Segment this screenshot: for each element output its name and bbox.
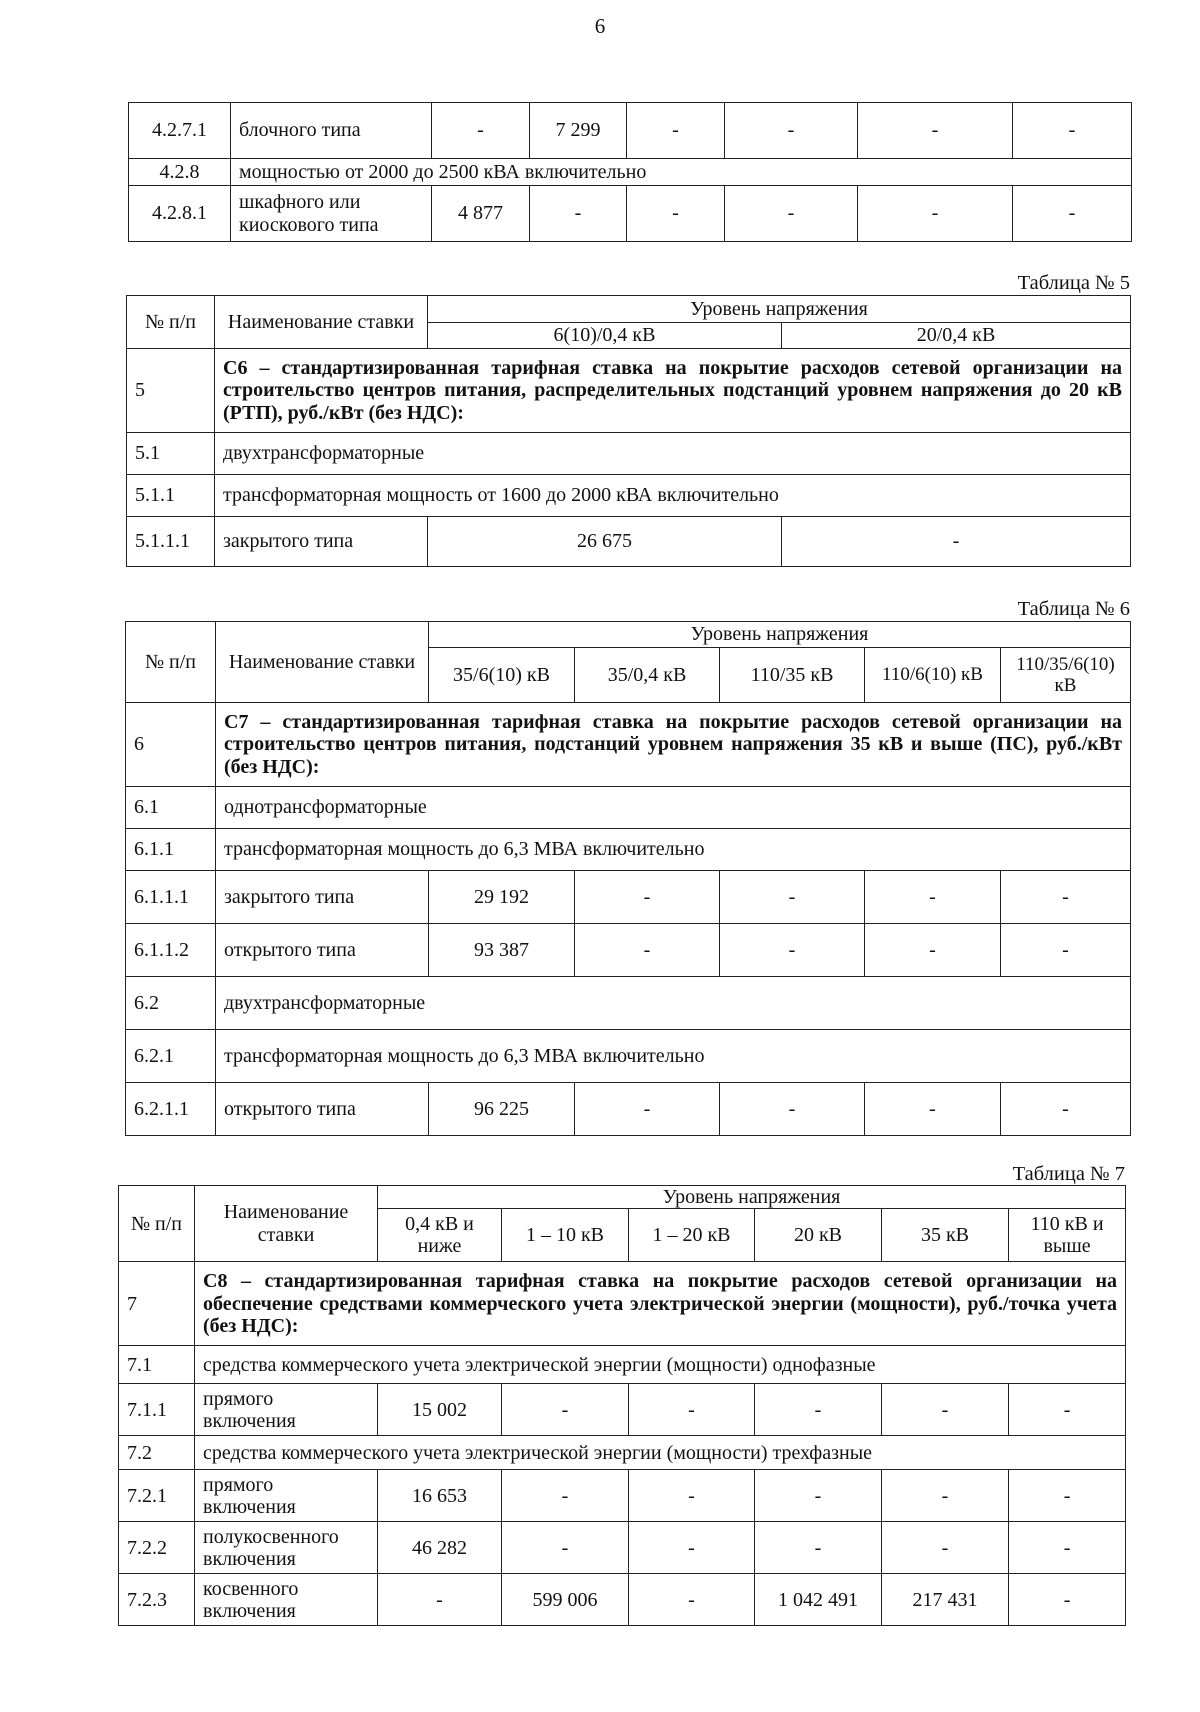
table-row <box>126 871 1131 924</box>
cell-value: - <box>502 1470 629 1522</box>
row-number: 5 <box>127 349 215 433</box>
cell-value: 599 006 <box>502 1574 629 1626</box>
row-number: 7 <box>119 1262 195 1346</box>
row-number: 6.2 <box>126 977 216 1030</box>
row-number: 6.1.1.2 <box>126 924 216 977</box>
table-row <box>127 475 1131 517</box>
header-voltage-level: Уровень напряжения <box>378 1186 1126 1209</box>
table-row <box>127 433 1131 475</box>
header-number: № п/п <box>119 1186 195 1262</box>
table-row <box>119 1470 1126 1522</box>
rate-title: С8 – стандартизированная тарифная ставка на покрытие расходов сетевой организации на обеспечение средствами коммерческого учета электрической энергии (мощности), руб./точка учета (без НДС): <box>195 1262 1126 1346</box>
cell-value: 15 002 <box>378 1384 502 1436</box>
table-row <box>127 517 1131 567</box>
table-caption: Таблица № 7 <box>1012 1163 1125 1185</box>
row-number: 7.1 <box>119 1346 195 1384</box>
row-number: 6.2.1.1 <box>126 1083 216 1136</box>
cell-value: - <box>378 1574 502 1626</box>
cell-value: - <box>882 1522 1009 1574</box>
row-number: 6.1.1 <box>126 829 216 871</box>
header-col: 110 кВ и выше <box>1009 1209 1126 1262</box>
cell-value: - <box>865 1083 1001 1136</box>
header-number: № п/п <box>126 622 216 703</box>
cell-value: - <box>575 924 720 977</box>
cell-value: - <box>1013 103 1132 159</box>
row-number: 5.1 <box>127 433 215 475</box>
table-header-row <box>127 296 1131 323</box>
table-header-row <box>119 1186 1126 1209</box>
table-row <box>119 1262 1126 1346</box>
cell-value: 29 192 <box>429 871 575 924</box>
cell-value: - <box>629 1384 755 1436</box>
cell-value: - <box>755 1470 882 1522</box>
cell-value: - <box>858 186 1013 242</box>
cell-value: - <box>502 1522 629 1574</box>
row-number: 6.1.1.1 <box>126 871 216 924</box>
row-number: 6.1 <box>126 787 216 829</box>
row-name: трансформаторная мощность до 6,3 МВА включительно <box>216 829 1131 871</box>
row-number: 5.1.1.1 <box>127 517 215 567</box>
table-row <box>129 159 1132 186</box>
row-name: однотрансформаторные <box>216 787 1131 829</box>
header-col: 35/6(10) кВ <box>429 648 575 703</box>
table-row <box>126 1083 1131 1136</box>
header-col: 0,4 кВ и ниже <box>378 1209 502 1262</box>
cell-value: - <box>502 1384 629 1436</box>
table-row <box>126 1030 1131 1083</box>
table-continuation <box>128 102 1132 242</box>
cell-value: 1 042 491 <box>755 1574 882 1626</box>
cell-value: - <box>1009 1574 1126 1626</box>
rate-title: С7 – стандартизированная тарифная ставка на покрытие расходов сетевой организации на строительство центров питания, подстанций уровнем напряжения 35 кВ и выше (ПС), руб./кВт (без НДС): <box>216 703 1131 787</box>
cell-value: - <box>1001 871 1131 924</box>
table-7 <box>118 1185 1126 1626</box>
cell-value: - <box>629 1574 755 1626</box>
header-col: 1 – 20 кВ <box>629 1209 755 1262</box>
row-name: открытого типа <box>216 1083 429 1136</box>
row-name: закрытого типа <box>216 871 429 924</box>
row-number: 7.2.2 <box>119 1522 195 1574</box>
row-name: открытого типа <box>216 924 429 977</box>
header-col: 110/35/6(10) кВ <box>1001 648 1131 703</box>
table-row <box>129 103 1132 159</box>
row-name: трансформаторная мощность до 6,3 МВА включительно <box>216 1030 1131 1083</box>
cell-value: - <box>629 1470 755 1522</box>
cell-value: - <box>755 1522 882 1574</box>
cell-value: - <box>1009 1384 1126 1436</box>
cell-value: - <box>755 1384 882 1436</box>
cell-value: - <box>720 924 865 977</box>
cell-value: - <box>1013 186 1132 242</box>
cell-value: - <box>629 1522 755 1574</box>
cell-value: - <box>865 871 1001 924</box>
cell-value: - <box>432 103 530 159</box>
cell-value: - <box>1009 1522 1126 1574</box>
row-number: 4.2.8 <box>129 159 231 186</box>
header-name: Наименование ставки <box>195 1186 378 1262</box>
row-name: прямого включения <box>195 1470 378 1522</box>
row-number: 4.2.8.1 <box>129 186 231 242</box>
table-caption: Таблица № 6 <box>1017 598 1130 620</box>
table-row <box>126 977 1131 1030</box>
table-row <box>126 829 1131 871</box>
row-name: закрытого типа <box>215 517 428 567</box>
table-row <box>129 186 1132 242</box>
cell-value: 7 299 <box>530 103 627 159</box>
cell-value: - <box>882 1384 1009 1436</box>
cell-value: 26 675 <box>428 517 782 567</box>
cell-value: 46 282 <box>378 1522 502 1574</box>
cell-value: - <box>720 1083 865 1136</box>
cell-value: - <box>782 517 1131 567</box>
cell-value: - <box>1001 924 1131 977</box>
header-col: 110/35 кВ <box>720 648 865 703</box>
cell-value: - <box>575 1083 720 1136</box>
cell-value: - <box>530 186 627 242</box>
table-5 <box>126 295 1131 567</box>
table-row <box>126 703 1131 787</box>
row-number: 4.2.7.1 <box>129 103 231 159</box>
header-col: 35/0,4 кВ <box>575 648 720 703</box>
cell-value: - <box>627 103 725 159</box>
cell-value: 16 653 <box>378 1470 502 1522</box>
cell-value: - <box>575 871 720 924</box>
cell-value: 4 877 <box>432 186 530 242</box>
table-row <box>119 1436 1126 1470</box>
table-6 <box>125 621 1131 1136</box>
row-name: двухтрансформаторные <box>215 433 1131 475</box>
header-number: № п/п <box>127 296 215 349</box>
table-row <box>119 1384 1126 1436</box>
table-row <box>126 924 1131 977</box>
row-number: 7.2.1 <box>119 1470 195 1522</box>
table-row <box>119 1574 1126 1626</box>
table-row <box>127 349 1131 433</box>
cell-value: - <box>858 103 1013 159</box>
row-number: 7.2 <box>119 1436 195 1470</box>
row-name: средства коммерческого учета электрической энергии (мощности) однофазные <box>195 1346 1126 1384</box>
header-name: Наименование ставки <box>216 622 429 703</box>
row-number: 6.2.1 <box>126 1030 216 1083</box>
row-name: мощностью от 2000 до 2500 кВА включительно <box>231 159 1132 186</box>
row-number: 6 <box>126 703 216 787</box>
header-voltage-level: Уровень напряжения <box>428 296 1131 323</box>
cell-value: 217 431 <box>882 1574 1009 1626</box>
cell-value: - <box>865 924 1001 977</box>
cell-value: - <box>725 103 858 159</box>
cell-value: 96 225 <box>429 1083 575 1136</box>
cell-value: - <box>720 871 865 924</box>
page-number: 6 <box>594 14 606 38</box>
cell-value: - <box>725 186 858 242</box>
table-row <box>119 1346 1126 1384</box>
header-voltage-level: Уровень напряжения <box>429 622 1131 648</box>
row-number: 5.1.1 <box>127 475 215 517</box>
header-col: 6(10)/0,4 кВ <box>428 323 782 349</box>
row-name: прямого включения <box>195 1384 378 1436</box>
row-name: полукосвенного включения <box>195 1522 378 1574</box>
row-name: шкафного или киоскового типа <box>231 186 432 242</box>
table-row <box>126 787 1131 829</box>
row-name: средства коммерческого учета электрической энергии (мощности) трехфазные <box>195 1436 1126 1470</box>
row-name: трансформаторная мощность от 1600 до 2000 кВА включительно <box>215 475 1131 517</box>
header-col: 110/6(10) кВ <box>865 648 1001 703</box>
cell-value: - <box>882 1470 1009 1522</box>
rate-title: С6 – стандартизированная тарифная ставка на покрытие расходов сетевой организации на строительство центров питания, распределительных подстанций уровнем напряжения до 20 кВ (РТП), руб./кВт (без НДС): <box>215 349 1131 433</box>
header-col: 35 кВ <box>882 1209 1009 1262</box>
table-caption: Таблица № 5 <box>1017 272 1130 294</box>
header-col: 20/0,4 кВ <box>782 323 1131 349</box>
cell-value: - <box>1009 1470 1126 1522</box>
row-name: косвенного включения <box>195 1574 378 1626</box>
row-name: блочного типа <box>231 103 432 159</box>
row-number: 7.1.1 <box>119 1384 195 1436</box>
cell-value: - <box>1001 1083 1131 1136</box>
header-col: 1 – 10 кВ <box>502 1209 629 1262</box>
row-number: 7.2.3 <box>119 1574 195 1626</box>
cell-value: 93 387 <box>429 924 575 977</box>
table-row <box>119 1522 1126 1574</box>
row-name: двухтрансформаторные <box>216 977 1131 1030</box>
header-name: Наименование ставки <box>215 296 428 349</box>
header-col: 20 кВ <box>755 1209 882 1262</box>
cell-value: - <box>627 186 725 242</box>
table-header-row <box>126 622 1131 648</box>
